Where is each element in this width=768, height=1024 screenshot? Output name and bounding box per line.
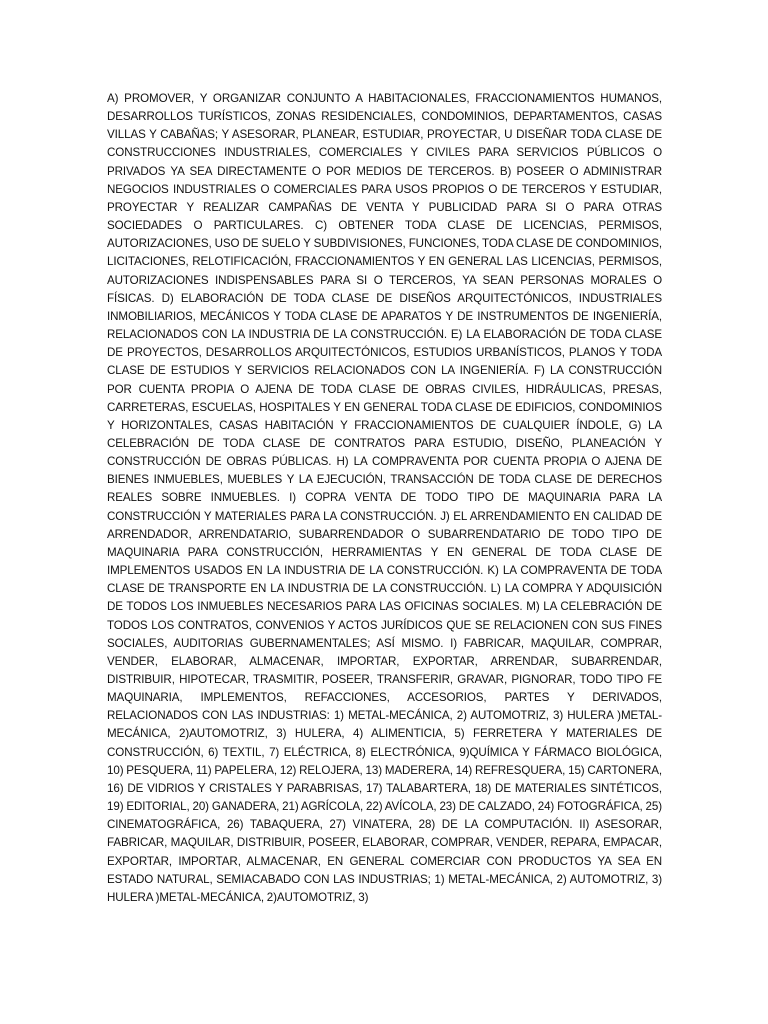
- document-body-paragraph: A) PROMOVER, Y ORGANIZAR CONJUNTO A HABITACIONALES, FRACCIONAMIENTOS HUMANOS, DESARROLLOS TURÍSTICOS, ZONAS RESIDENCIALES, CONDOMINIOS, DEPARTAMENTOS, CASAS VILLAS Y CABAÑAS; Y ASESORAR, PLANEAR, ESTUDIAR, PROYECTAR, U DISEÑAR TODA CLASE DE CONSTRUCCIONES INDUSTRIALES, COMERCIALES Y CIVILES PARA SERVICIOS PÚBLICOS O PRIVADOS YA SEA DIRECTAMENTE O POR MEDIOS DE TERCEROS. B) POSEER O ADMINISTRAR NEGOCIOS INDUSTRIALES O COMERCIALES PARA USOS PROPIOS O DE TERCEROS Y ESTUDIAR, PROYECTAR Y REALIZAR CAMPAÑAS DE VENTA Y PUBLICIDAD PARA SI O PARA OTRAS SOCIEDADES O PARTICULARES. C) OBTENER TODA CLASE DE LICENCIAS, PERMISOS, AUTORIZACIONES, USO DE SUELO Y SUBDIVISIONES, FUNCIONES, TODA CLASE DE CONDOMINIOS, LICITACIONES, RELOTIFICACIÓN, FRACCIONAMIENTOS Y EN GENERAL LAS LICENCIAS, PERMISOS, AUTORIZACIONES INDISPENSABLES PARA SI O TERCEROS, YA SEAN PERSONAS MORALES O FÍSICAS. D) ELABORACIÓN DE TODA CLASE DE DISEÑOS ARQUITECTÓNICOS, INDUSTRIALES INMOBILIARIOS, MECÁNICOS Y TODA CLASE DE APARATOS Y DE INSTRUMENTOS DE INGENIERÍA, RELACIONADOS CON LA INDUSTRIA DE LA CONSTRUCCIÓN. E) LA ELABORACIÓN DE TODA CLASE DE PROYECTOS, DESARROLLOS ARQUITECTÓNICOS, ESTUDIOS URBANÍSTICOS, PLANOS Y TODA CLASE DE ESTUDIOS Y SERVICIOS RELACIONADOS CON LA INGENIERÍA. F) LA CONSTRUCCIÓN POR CUENTA PROPIA O AJENA DE TODA CLASE DE OBRAS CIVILES, HIDRÁULICAS, PRESAS, CARRETERAS, ESCUELAS, HOSPITALES Y EN GENERAL TODA CLASE DE EDIFICIOS, CONDOMINIOS Y HORIZONTALES, CASAS HABITACIÓN Y FRACCIONAMIENTOS DE CUALQUIER ÍNDOLE, G) LA CELEBRACIÓN DE TODA CLASE DE CONTRATOS PARA ESTUDIO, DISEÑO, PLANEACIÓN Y CONSTRUCCIÓN DE OBRAS PÚBLICAS. H) LA COMPRAVENTA POR CUENTA PROPIA O AJENA DE BIENES INMUEBLES, MUEBLES Y LA EJECUCIÓN, TRANSACCIÓN DE TODA CLASE DE DERECHOS REALES SOBRE INMUEBLES. I) COPRA VENTA DE TODO TIPO DE MAQUINARIA PARA LA CONSTRUCCIÓN Y MATERIALES PARA LA CONSTRUCCIÓN. J) EL ARRENDAMIENTO EN CALIDAD DE ARRENDADOR, ARRENDATARIO, SUBARRENDADOR O SUBARRENDATARIO DE TODO TIPO DE MAQUINARIA PARA CONSTRUCCIÓN, HERRAMIENTAS Y EN GENERAL DE TODA CLASE DE IMPLEMENTOS USADOS EN LA INDUSTRIA DE LA CONSTRUCCIÓN. K) LA COMPRAVENTA DE TODA CLASE DE TRANSPORTE EN LA INDUSTRIA DE LA CONSTRUCCIÓN. L) LA COMPRA Y ADQUISICIÓN DE TODOS LOS INMUEBLES NECESARIOS PARA LAS OFICINAS SOCIALES. M) LA CELEBRACIÓN DE TODOS LOS CONTRATOS, CONVENIOS Y ACTOS JURÍDICOS QUE SE RELACIONEN CON SUS FINES SOCIALES, AUDITORIAS GUBERNAMENTALES; ASÍ MISMO. I) FABRICAR, MAQUILAR, COMPRAR, VENDER, ELABORAR, ALMACENAR, IMPORTAR, EXPORTAR, ARRENDAR, SUBARRENDAR, DISTRIBUIR, HIPOTECAR, TRASMITIR, POSEER, TRANSFERIR, GRAVAR, PIGNORAR, TODO TIPO FE MAQUINARIA, IMPLEMENTOS, REFACCIONES, ACCESORIOS, PARTES Y DERIVADOS, RELACIONADOS CON LAS INDUSTRIAS: 1) METAL-MECÁNICA, 2) AUTOMOTRIZ, 3) HULERA )METAL-MECÁNICA, 2)AUTOMOTRIZ, 3) HULERA, 4) ALIMENTICIA, 5) FERRETERA Y MATERIALES DE CONSTRUCCIÓN, 6) TEXTIL, 7) ELÉCTRICA, 8) ELECTRÓNICA, 9)QUÍMICA Y FÁRMACO BIOLÓGICA, 10) PESQUERA, 11) PAPELERA, 12) RELOJERA, 13) MADERERA, 14) REFRESQUERA, 15) CARTONERA, 16) DE VIDRIOS Y CRISTALES Y PARABRISAS, 17) TALABARTERA, 18) DE MATERIALES SINTÉTICOS, 19) EDITORIAL, 20) GANADERA, 21) AGRÍCOLA, 22) AVÍCOLA, 23) DE CALZADO, 24) FOTOGRÁFICA, 25) CINEMATOGRÁFICA, 26) TABAQUERA, 27) VINATERA, 28) DE LA COMPUTACIÓN. II) ASESORAR, FABRICAR, MAQUILAR, DISTRIBUIR, POSEER, ELABORAR, COMPRAR, VENDER, REPARA, EMPACAR, EXPORTAR, IMPORTAR, ALMACENAR, EN GENERAL COMERCIAR CON PRODUCTOS YA SEA EN ESTADO NATURAL, SEMIACABADO CON LAS INDUSTRIAS; 1) METAL-MECÁNICA, 2) AUTOMOTRIZ, 3) HULERA )METAL-MECÁNICA, 2)AUTOMOTRIZ, 3): [107, 92, 662, 904]
